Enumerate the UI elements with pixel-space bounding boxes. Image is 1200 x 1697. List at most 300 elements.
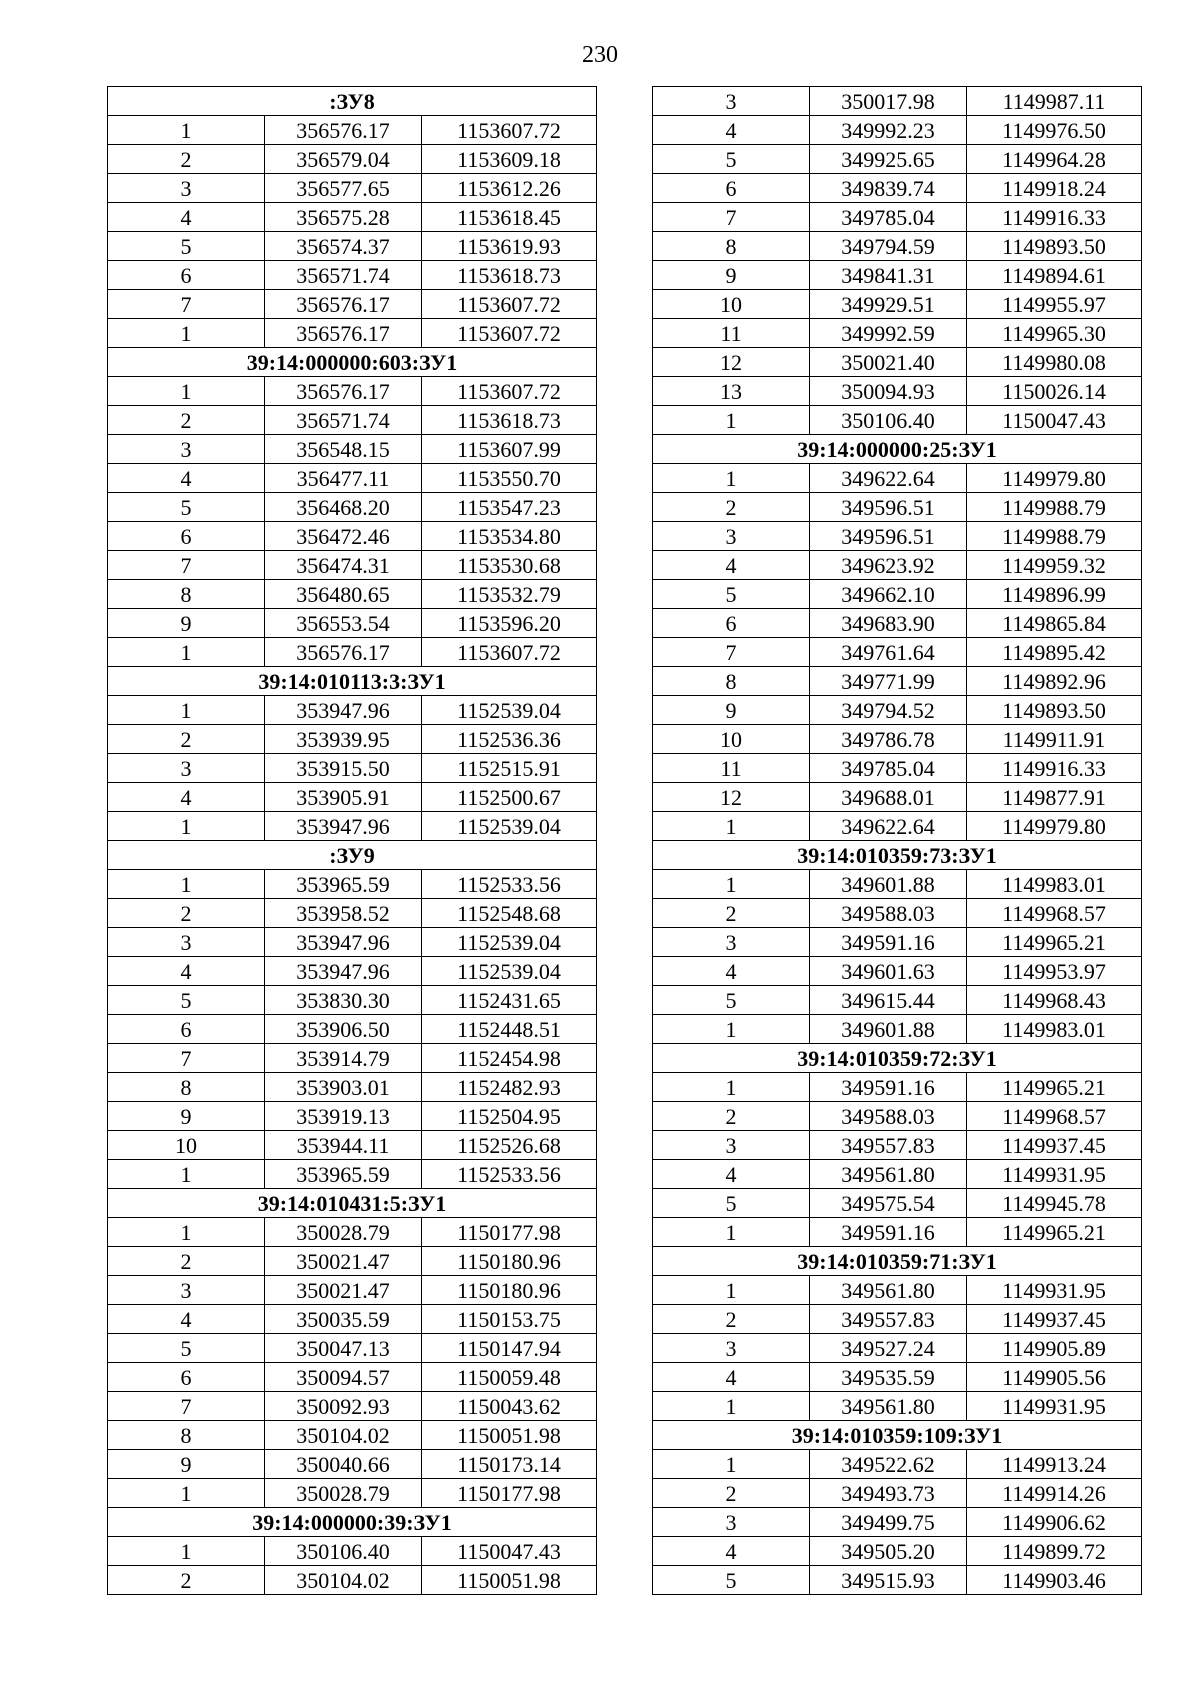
point-number: 8 [108, 1421, 265, 1450]
table-row [108, 232, 597, 261]
coord-y: 1149918.24 [967, 174, 1142, 203]
point-number: 7 [653, 203, 810, 232]
point-number: 4 [653, 1363, 810, 1392]
coord-y: 1153530.68 [422, 551, 597, 580]
coord-x: 356576.17 [265, 638, 422, 667]
coord-y: 1149937.45 [967, 1305, 1142, 1334]
table-row [653, 406, 1142, 435]
table-row [653, 986, 1142, 1015]
table-row [653, 464, 1142, 493]
table-row [108, 1160, 597, 1189]
coord-y: 1153609.18 [422, 145, 597, 174]
coord-y: 1152539.04 [422, 812, 597, 841]
table-row [108, 1334, 597, 1363]
coord-y: 1153612.26 [422, 174, 597, 203]
coord-y: 1150051.98 [422, 1421, 597, 1450]
point-number: 9 [108, 609, 265, 638]
point-number: 5 [108, 493, 265, 522]
coord-y: 1152448.51 [422, 1015, 597, 1044]
parcel-title: 39:14:010431:5:ЗУ1 [108, 1189, 597, 1218]
coord-y: 1153618.73 [422, 406, 597, 435]
table-row [653, 87, 1142, 116]
coord-x: 350104.02 [265, 1566, 422, 1595]
coord-x: 349591.16 [810, 1073, 967, 1102]
coord-x: 353965.59 [265, 870, 422, 899]
coord-y: 1149964.28 [967, 145, 1142, 174]
coord-x: 353914.79 [265, 1044, 422, 1073]
coord-x: 349591.16 [810, 1218, 967, 1247]
coord-x: 350021.40 [810, 348, 967, 377]
coord-y: 1152526.68 [422, 1131, 597, 1160]
table-row [108, 435, 597, 464]
point-number: 1 [108, 696, 265, 725]
table-row [108, 754, 597, 783]
coord-x: 349929.51 [810, 290, 967, 319]
coord-y: 1152548.68 [422, 899, 597, 928]
point-number: 2 [108, 1247, 265, 1276]
table-row [653, 290, 1142, 319]
point-number: 6 [108, 1363, 265, 1392]
table-row [108, 580, 597, 609]
section-header-row [653, 1421, 1142, 1450]
point-number: 5 [108, 232, 265, 261]
coord-y: 1152539.04 [422, 928, 597, 957]
coord-y: 1150173.14 [422, 1450, 597, 1479]
coord-y: 1153607.72 [422, 638, 597, 667]
point-number: 2 [108, 406, 265, 435]
table-row [653, 754, 1142, 783]
coord-x: 353947.96 [265, 696, 422, 725]
coord-y: 1150026.14 [967, 377, 1142, 406]
table-row [653, 1073, 1142, 1102]
coord-y: 1149965.30 [967, 319, 1142, 348]
point-number: 1 [108, 1160, 265, 1189]
point-number: 4 [108, 203, 265, 232]
coord-x: 356574.37 [265, 232, 422, 261]
table-row [653, 522, 1142, 551]
coord-y: 1152533.56 [422, 1160, 597, 1189]
point-number: 3 [653, 87, 810, 116]
table-row [653, 1218, 1142, 1247]
table-row [653, 493, 1142, 522]
coord-x: 349596.51 [810, 522, 967, 551]
coord-y: 1153607.72 [422, 290, 597, 319]
point-number: 3 [108, 1276, 265, 1305]
section-header-row [653, 1247, 1142, 1276]
point-number: 7 [653, 638, 810, 667]
point-number: 5 [653, 1566, 810, 1595]
coord-x: 356575.28 [265, 203, 422, 232]
table-row [108, 1073, 597, 1102]
coord-y: 1153547.23 [422, 493, 597, 522]
point-number: 4 [108, 1305, 265, 1334]
table-row [108, 406, 597, 435]
coord-x: 350106.40 [810, 406, 967, 435]
table-row [108, 1044, 597, 1073]
point-number: 5 [108, 1334, 265, 1363]
coord-x: 356548.15 [265, 435, 422, 464]
table-row [108, 609, 597, 638]
coord-y: 1152533.56 [422, 870, 597, 899]
coord-y: 1149959.32 [967, 551, 1142, 580]
parcel-title: 39:14:000000:603:ЗУ1 [108, 348, 597, 377]
table-row [653, 1566, 1142, 1595]
coord-x: 349785.04 [810, 203, 967, 232]
point-number: 1 [108, 319, 265, 348]
coord-x: 353947.96 [265, 928, 422, 957]
point-number: 8 [108, 1073, 265, 1102]
parcel-title: 39:14:010359:71:ЗУ1 [653, 1247, 1142, 1276]
table-row [653, 812, 1142, 841]
point-number: 4 [653, 1160, 810, 1189]
section-header-row [108, 348, 597, 377]
coord-x: 349601.88 [810, 1015, 967, 1044]
table-row [653, 1102, 1142, 1131]
table-row [653, 638, 1142, 667]
point-number: 2 [108, 1566, 265, 1595]
point-number: 8 [108, 580, 265, 609]
coord-x: 353903.01 [265, 1073, 422, 1102]
parcel-title: 39:14:000000:25:ЗУ1 [653, 435, 1142, 464]
table-row [108, 145, 597, 174]
coord-x: 356571.74 [265, 406, 422, 435]
coord-y: 1149905.89 [967, 1334, 1142, 1363]
parcel-title: 39:14:010359:73:ЗУ1 [653, 841, 1142, 870]
coord-x: 349992.59 [810, 319, 967, 348]
table-row [108, 319, 597, 348]
point-number: 12 [653, 783, 810, 812]
point-number: 1 [653, 1392, 810, 1421]
coord-y: 1150147.94 [422, 1334, 597, 1363]
point-number: 3 [653, 1334, 810, 1363]
coord-x: 350040.66 [265, 1450, 422, 1479]
coord-y: 1149953.97 [967, 957, 1142, 986]
coordinate-table-right [652, 86, 1142, 1595]
point-number: 1 [653, 1073, 810, 1102]
coord-x: 349615.44 [810, 986, 967, 1015]
table-row [108, 1566, 597, 1595]
coord-y: 1149931.95 [967, 1392, 1142, 1421]
table-row [108, 1392, 597, 1421]
page-number: 230 [582, 42, 618, 68]
section-header-row [108, 1508, 597, 1537]
coord-x: 353965.59 [265, 1160, 422, 1189]
section-header-row [108, 667, 597, 696]
point-number: 2 [108, 725, 265, 754]
table-row [108, 986, 597, 1015]
coord-y: 1153607.72 [422, 377, 597, 406]
section-header-row [653, 435, 1142, 464]
coord-y: 1149894.61 [967, 261, 1142, 290]
coord-x: 356472.46 [265, 522, 422, 551]
coord-x: 349683.90 [810, 609, 967, 638]
coord-x: 350017.98 [810, 87, 967, 116]
coord-y: 1149968.43 [967, 986, 1142, 1015]
point-number: 3 [653, 522, 810, 551]
coord-y: 1149987.11 [967, 87, 1142, 116]
coord-y: 1152504.95 [422, 1102, 597, 1131]
point-number: 6 [108, 522, 265, 551]
table-row [653, 957, 1142, 986]
table-row [108, 696, 597, 725]
coord-x: 353958.52 [265, 899, 422, 928]
table-row [653, 1160, 1142, 1189]
table-row [108, 783, 597, 812]
table-row [108, 812, 597, 841]
point-number: 2 [653, 493, 810, 522]
point-number: 12 [653, 348, 810, 377]
table-row [653, 377, 1142, 406]
coord-y: 1149965.21 [967, 1218, 1142, 1247]
point-number: 1 [653, 1015, 810, 1044]
section-header-row [653, 1044, 1142, 1073]
coord-x: 349794.52 [810, 696, 967, 725]
point-number: 5 [653, 580, 810, 609]
point-number: 9 [108, 1102, 265, 1131]
table-row [108, 1305, 597, 1334]
coord-x: 350021.47 [265, 1247, 422, 1276]
point-number: 1 [108, 1218, 265, 1247]
coord-y: 1149892.96 [967, 667, 1142, 696]
table-row [108, 522, 597, 551]
coord-y: 1149937.45 [967, 1131, 1142, 1160]
point-number: 4 [653, 116, 810, 145]
coordinate-table-left [107, 86, 597, 1595]
table-row [653, 232, 1142, 261]
coord-y: 1149903.46 [967, 1566, 1142, 1595]
table-row [653, 174, 1142, 203]
coord-x: 349557.83 [810, 1131, 967, 1160]
coord-y: 1149865.84 [967, 609, 1142, 638]
coord-x: 349786.78 [810, 725, 967, 754]
point-number: 10 [108, 1131, 265, 1160]
table-row [653, 145, 1142, 174]
table-row [108, 725, 597, 754]
table-row [653, 1392, 1142, 1421]
point-number: 9 [653, 696, 810, 725]
point-number: 5 [653, 1189, 810, 1218]
point-number: 3 [108, 174, 265, 203]
table-row [653, 609, 1142, 638]
table-row [653, 696, 1142, 725]
coord-x: 356576.17 [265, 116, 422, 145]
coord-y: 1152431.65 [422, 986, 597, 1015]
table-row [653, 1537, 1142, 1566]
table-row [653, 319, 1142, 348]
coord-y: 1150043.62 [422, 1392, 597, 1421]
section-header-row [108, 841, 597, 870]
table-row [653, 203, 1142, 232]
point-number: 1 [653, 464, 810, 493]
table-row [108, 870, 597, 899]
point-number: 2 [653, 1479, 810, 1508]
parcel-title: 39:14:010113:3:ЗУ1 [108, 667, 597, 696]
point-number: 10 [653, 290, 810, 319]
coord-y: 1150177.98 [422, 1218, 597, 1247]
coord-y: 1149988.79 [967, 522, 1142, 551]
section-header-row [108, 87, 597, 116]
table-row [653, 667, 1142, 696]
point-number: 6 [108, 1015, 265, 1044]
coord-x: 349622.64 [810, 464, 967, 493]
table-row [108, 203, 597, 232]
point-number: 3 [653, 928, 810, 957]
table-row [653, 1276, 1142, 1305]
table-row [653, 1305, 1142, 1334]
point-number: 1 [653, 1276, 810, 1305]
table-row [653, 1334, 1142, 1363]
coord-y: 1149916.33 [967, 754, 1142, 783]
point-number: 7 [108, 1044, 265, 1073]
coord-x: 349601.63 [810, 957, 967, 986]
coord-x: 350035.59 [265, 1305, 422, 1334]
coord-y: 1149979.80 [967, 464, 1142, 493]
coord-y: 1150177.98 [422, 1479, 597, 1508]
point-number: 1 [108, 638, 265, 667]
coord-x: 353919.13 [265, 1102, 422, 1131]
coord-y: 1152536.36 [422, 725, 597, 754]
table-row [108, 261, 597, 290]
coord-x: 349515.93 [810, 1566, 967, 1595]
coord-y: 1153534.80 [422, 522, 597, 551]
table-row [653, 725, 1142, 754]
coord-x: 349588.03 [810, 1102, 967, 1131]
point-number: 1 [108, 1479, 265, 1508]
coord-x: 349575.54 [810, 1189, 967, 1218]
table-row [108, 464, 597, 493]
coord-x: 349493.73 [810, 1479, 967, 1508]
point-number: 1 [653, 812, 810, 841]
point-number: 4 [108, 464, 265, 493]
table-row [653, 870, 1142, 899]
coord-x: 350094.57 [265, 1363, 422, 1392]
coord-y: 1149955.97 [967, 290, 1142, 319]
coord-x: 349535.59 [810, 1363, 967, 1392]
coord-x: 350021.47 [265, 1276, 422, 1305]
parcel-title: 39:14:000000:39:ЗУ1 [108, 1508, 597, 1537]
coord-x: 349601.88 [810, 870, 967, 899]
table-row [653, 1189, 1142, 1218]
coord-y: 1149905.56 [967, 1363, 1142, 1392]
coord-y: 1153550.70 [422, 464, 597, 493]
point-number: 4 [108, 783, 265, 812]
table-row [108, 116, 597, 145]
coord-y: 1153596.20 [422, 609, 597, 638]
coord-y: 1149895.42 [967, 638, 1142, 667]
point-number: 5 [108, 986, 265, 1015]
coord-x: 349588.03 [810, 899, 967, 928]
coord-x: 349688.01 [810, 783, 967, 812]
coord-y: 1149916.33 [967, 203, 1142, 232]
coord-y: 1149980.08 [967, 348, 1142, 377]
table-row [653, 1363, 1142, 1392]
point-number: 7 [108, 290, 265, 319]
table-row [108, 1102, 597, 1131]
coord-x: 350028.79 [265, 1218, 422, 1247]
point-number: 13 [653, 377, 810, 406]
point-number: 1 [653, 406, 810, 435]
coord-y: 1149945.78 [967, 1189, 1142, 1218]
table-row [108, 1363, 597, 1392]
table-row [108, 899, 597, 928]
coord-y: 1149976.50 [967, 116, 1142, 145]
coord-y: 1149931.95 [967, 1276, 1142, 1305]
point-number: 3 [108, 754, 265, 783]
coord-x: 349505.20 [810, 1537, 967, 1566]
point-number: 1 [108, 812, 265, 841]
coord-y: 1150153.75 [422, 1305, 597, 1334]
coord-y: 1150180.96 [422, 1247, 597, 1276]
coord-x: 349561.80 [810, 1392, 967, 1421]
coord-x: 349794.59 [810, 232, 967, 261]
table-row [653, 580, 1142, 609]
coord-x: 349499.75 [810, 1508, 967, 1537]
point-number: 8 [653, 232, 810, 261]
parcel-title: 39:14:010359:109:ЗУ1 [653, 1421, 1142, 1450]
point-number: 9 [653, 261, 810, 290]
point-number: 1 [653, 1450, 810, 1479]
point-number: 3 [653, 1131, 810, 1160]
coord-y: 1149983.01 [967, 1015, 1142, 1044]
table-row [653, 348, 1142, 377]
coord-y: 1149896.99 [967, 580, 1142, 609]
coord-y: 1149931.95 [967, 1160, 1142, 1189]
coord-x: 350104.02 [265, 1421, 422, 1450]
coord-x: 356576.17 [265, 290, 422, 319]
coord-x: 356576.17 [265, 319, 422, 348]
coord-y: 1149983.01 [967, 870, 1142, 899]
coord-y: 1152539.04 [422, 957, 597, 986]
coord-y: 1149893.50 [967, 696, 1142, 725]
coord-x: 356474.31 [265, 551, 422, 580]
coord-y: 1153607.99 [422, 435, 597, 464]
coord-x: 349992.23 [810, 116, 967, 145]
coord-x: 356571.74 [265, 261, 422, 290]
coord-y: 1149893.50 [967, 232, 1142, 261]
table-row [653, 261, 1142, 290]
table-row [653, 1131, 1142, 1160]
coord-x: 349925.65 [810, 145, 967, 174]
point-number: 2 [653, 1102, 810, 1131]
point-number: 3 [653, 1508, 810, 1537]
point-number: 10 [653, 725, 810, 754]
coord-x: 350106.40 [265, 1537, 422, 1566]
coord-x: 349623.92 [810, 551, 967, 580]
point-number: 1 [108, 1537, 265, 1566]
table-row [653, 1479, 1142, 1508]
coord-y: 1149979.80 [967, 812, 1142, 841]
table-row [653, 899, 1142, 928]
coord-x: 350092.93 [265, 1392, 422, 1421]
coord-x: 349596.51 [810, 493, 967, 522]
table-row [653, 783, 1142, 812]
coord-y: 1149965.21 [967, 1073, 1142, 1102]
table-row [108, 1247, 597, 1276]
point-number: 4 [653, 1537, 810, 1566]
table-row [108, 638, 597, 667]
coord-y: 1153532.79 [422, 580, 597, 609]
coord-y: 1150047.43 [422, 1537, 597, 1566]
coord-x: 356577.65 [265, 174, 422, 203]
table-row [108, 1276, 597, 1305]
point-number: 4 [653, 957, 810, 986]
coord-x: 349839.74 [810, 174, 967, 203]
coord-y: 1149911.91 [967, 725, 1142, 754]
point-number: 2 [653, 1305, 810, 1334]
point-number: 3 [108, 928, 265, 957]
coord-x: 353830.30 [265, 986, 422, 1015]
coord-x: 349761.64 [810, 638, 967, 667]
